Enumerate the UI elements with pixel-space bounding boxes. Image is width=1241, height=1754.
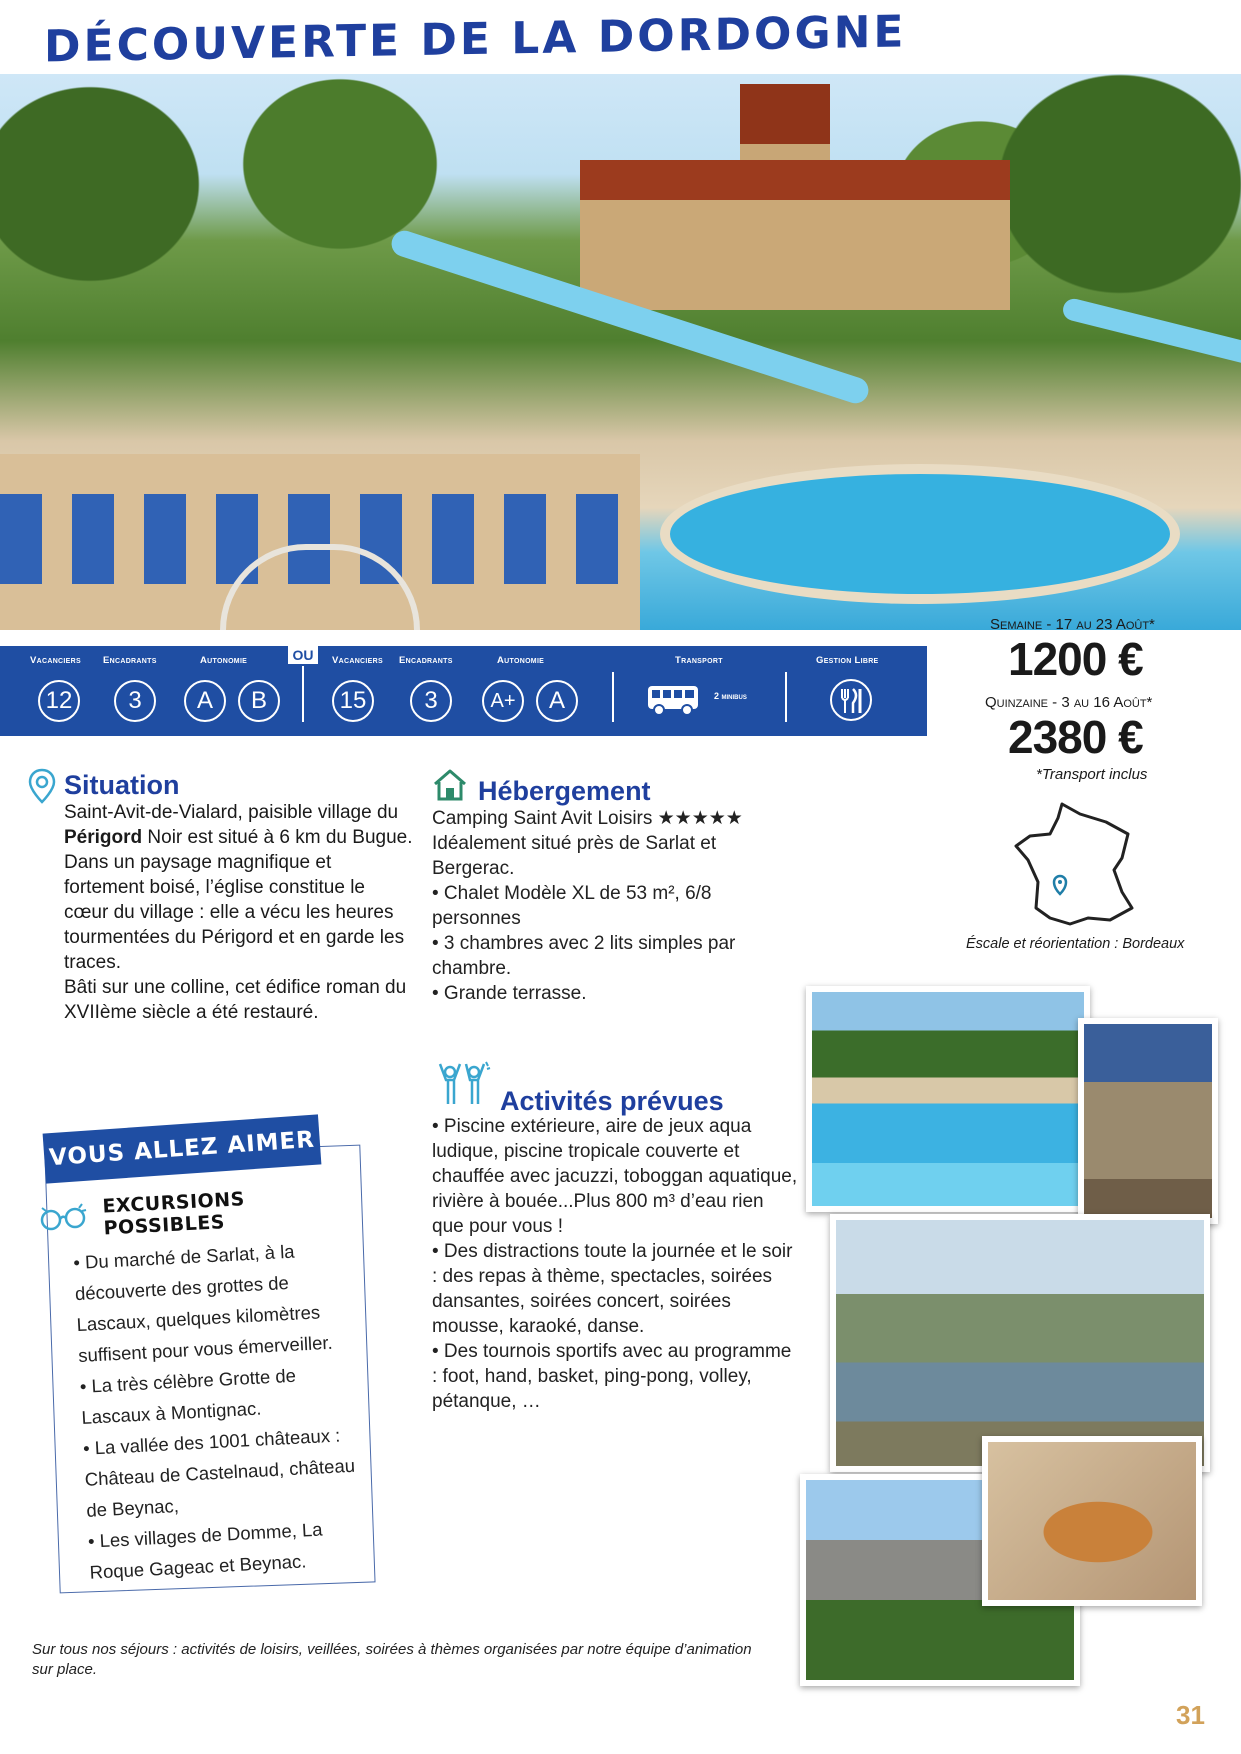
or-badge: OU [288,646,318,664]
encadrants-count-1: 3 [114,680,156,722]
transport-label: Transport [675,655,723,666]
quinzaine-price-label: Quinzaine - 3 au 16 Août* [985,694,1153,711]
vacanciers-count-2: 15 [332,680,374,722]
autonomie-level-1b: B [238,680,280,722]
hebergement-text: Camping Saint Avit Loisirs ★★★★★ Idéalement situé près de Sarlat et Bergerac. • Chalet Modèle XL de 53 m², 6/8 personnes • 3 chambres avec 2 lits simples par chambre. • Grande terrasse. [432,808,743,1004]
people-activities-icon [436,1060,492,1106]
vacanciers-label-2: Vacanciers [332,655,383,666]
encadrants-label-1: Encadrants [103,655,157,666]
bus-icon [647,684,699,716]
divider [785,672,787,722]
info-banner [0,646,927,736]
page-title: DÉCOUVERTE DE LA DORDOGNE [44,6,907,73]
encadrants-label-2: Encadrants [399,655,453,666]
cutlery-icon [829,678,873,722]
photo-pool-aerial [806,986,1090,1212]
excursions-content [56,1182,376,1588]
autonomie-level-1a: A [184,680,226,722]
vous-allez-aimer-heading: VOUS ALLEZ AIMER [43,1114,322,1183]
autonomie-label-2: Autonomie [497,655,545,666]
autonomie-level-2a: A+ [482,680,524,722]
transport-note: *Transport inclus [1036,766,1148,783]
transport-value: 2 minibus [714,691,747,701]
footnote: Sur tous nos séjours : activités de loisirs, veillées, soirées à thèmes organisées par notre équipe d’animation sur place. [32,1641,752,1678]
france-map-icon [1010,796,1150,936]
week-price: 1200 € [1008,633,1143,685]
autonomie-label-1: Autonomie [200,655,248,666]
page-number: 31 [1176,1700,1205,1730]
vacanciers-count-1: 12 [38,680,80,722]
activites-text: • Piscine extérieure, aire de jeux aqua ludique, piscine tropicale couverte et chauffée avec jacuzzi, toboggan aquatique, rivière à bouée...Plus 800 m³ d’eau rien que pour vous ! • Des distractions toute la journée et le soir : des repas à thème, spectacles, soirées dansantes, soirées concert, soirées mousse, karaoké, danse. • Des tournois sportifs avec au programme : foot, hand, basket, ping-pong, volley, pétanque, … [432,1116,798,1412]
list-item: • La très célèbre Grotte de Lascaux à Montignac. [79,1364,297,1428]
list-item: • Les villages de Domme, La Roque Gageac et Beynac. [87,1518,324,1583]
list-item: • Du marché de Sarlat, à la découverte des grottes de Lascaux, quelques kilomètres suffisent pour vous émerveiller. [72,1240,334,1367]
excursions-title: EXCURSIONS POSSIBLES [101,1188,246,1240]
vacanciers-label-1: Vacanciers [30,655,81,666]
photo-dordogne-river-village [830,1214,1210,1472]
photo-lascaux-cave-painting [982,1436,1202,1606]
hebergement-title: Hébergement [478,776,651,806]
situation-text: Saint-Avit-de-Vialard, paisible village du Périgord Noir est situé à 6 km du Bugue. Dans un paysage magnifique et fortement boisé, l’église constitue le cœur du village : elle a vécu les heures tourmentées du Périgord et en garde les traces. Bâti sur une colline, cet édifice roman du XVIIème siècle a été restauré. [64,802,413,1023]
hero-photo-pool-campsite [0,74,1241,630]
situation-title: Situation [64,770,180,800]
house-icon [432,768,468,802]
escale-note: Éscale et réorientation : Bordeaux [966,936,1185,952]
autonomie-level-2b: A [536,680,578,722]
excursions-list [59,1232,376,1588]
quinzaine-price: 2380 € [1008,711,1143,763]
photo-medieval-castle-knight [1078,1018,1218,1224]
encadrants-count-2: 3 [410,680,452,722]
week-price-label: Semaine - 17 au 23 Août* [990,616,1155,633]
activites-title: Activités prévues [500,1086,724,1116]
list-item: • La vallée des 1001 châteaux : Château de Castelnaud, château de Beynac, [82,1424,356,1521]
divider [612,672,614,722]
gestion-libre-label: Gestion Libre [816,655,879,666]
divider [302,666,304,722]
location-pin-icon [28,768,56,806]
